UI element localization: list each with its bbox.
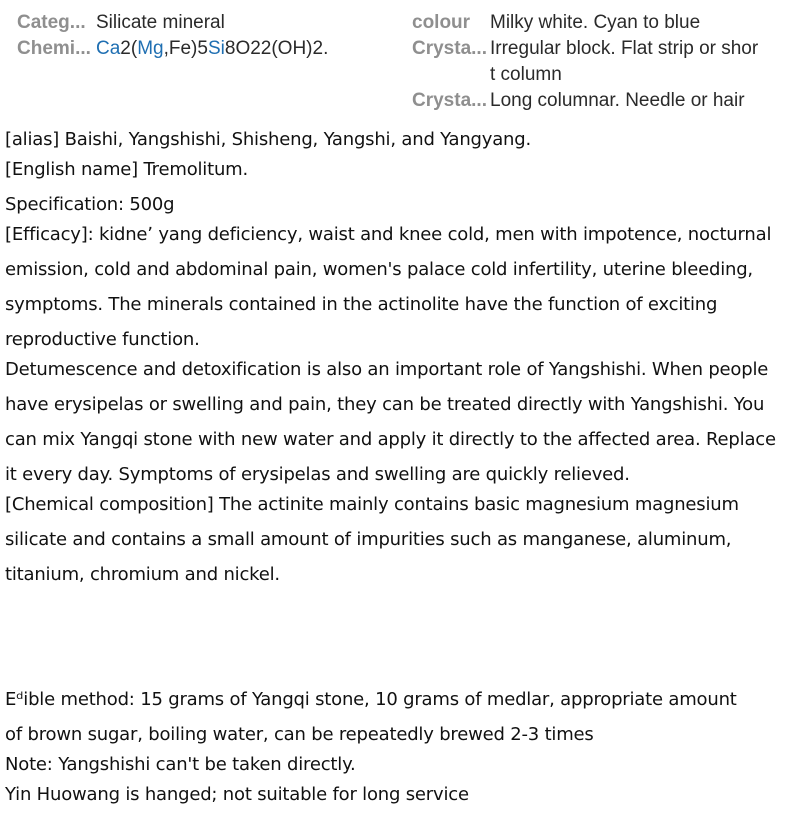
caution-line: Yin Huowang is hanged; not suitable for long service xyxy=(5,784,469,805)
chem-text: ,Fe)5 xyxy=(163,38,208,59)
efficacy-line: symptoms. The minerals contained in the actinolite have the function of exciting xyxy=(5,294,718,315)
efficacy-line: reproductive function. xyxy=(5,329,200,350)
english-name-line: [English name] Tremolitum. xyxy=(5,159,249,180)
spec-label-category: Categ... xyxy=(17,12,86,33)
spec-value-crystal-2: Long columnar. Needle or hair xyxy=(490,90,745,111)
detumescence-line: can mix Yangqi stone with new water and apply it directly to the affected area. Replace xyxy=(5,429,776,450)
composition-line: titanium, chromium and nickel. xyxy=(5,564,280,585)
alias-line: [alias] Baishi, Yangshishi, Shisheng, Yangshi, and Yangyang. xyxy=(5,129,532,150)
specification-line: Specification: 500g xyxy=(5,194,175,215)
spec-row-crystal-1 xyxy=(400,38,800,88)
detumescence-line: Detumescence and detoxification is also an important role of Yangshishi. When people xyxy=(5,359,769,380)
spec-row-category xyxy=(0,12,400,36)
spec-value-colour: Milky white. Cyan to blue xyxy=(490,12,701,33)
chem-link-ca[interactable]: Ca xyxy=(96,38,121,59)
spec-label-crystal-1: Crysta... xyxy=(412,38,487,59)
detumescence-line: it every day. Symptoms of erysipelas and swelling are quickly relieved. xyxy=(5,464,630,485)
efficacy-line: emission, cold and abdominal pain, women's palace cold infertility, uterine bleeding, xyxy=(5,259,753,280)
spec-label-colour: colour xyxy=(412,12,471,33)
spec-row-colour xyxy=(400,12,800,36)
spec-value-category: Silicate mineral xyxy=(96,12,225,33)
spec-value-crystal-1-line2: t column xyxy=(490,64,562,85)
spec-label-chemical: Chemi... xyxy=(17,38,91,59)
composition-line: silicate and contains a small amount of impurities such as manganese, aluminum, xyxy=(5,529,732,550)
spec-row-crystal-2 xyxy=(400,90,800,114)
spec-row-chemical xyxy=(0,38,400,62)
chem-link-si[interactable]: Si xyxy=(207,38,225,59)
spec-value-crystal-1-line1: Irregular block. Flat strip or shor xyxy=(490,38,759,59)
chem-text: 2( xyxy=(120,38,138,59)
composition-line: [Chemical composition] The actinite mainly contains basic magnesium magnesium xyxy=(5,494,739,515)
spec-label-crystal-2: Crysta... xyxy=(412,90,487,111)
specs-table xyxy=(0,0,800,120)
detumescence-line: have erysipelas or swelling and pain, they can be treated directly with Yangshishi. You xyxy=(5,394,765,415)
note-line: Note: Yangshishi can't be taken directly. xyxy=(5,754,356,775)
edible-method-line: Eᵈible method: 15 grams of Yangqi stone, 10 grams of medlar, appropriate amount xyxy=(5,689,737,710)
spec-value-chemical xyxy=(96,38,328,60)
chem-link-mg[interactable]: Mg xyxy=(137,38,164,59)
chem-text: 8O22(OH)2. xyxy=(224,38,329,59)
efficacy-line: [Efficacy]: kidneʼ yang deficiency, waist and knee cold, men with impotence, nocturnal xyxy=(5,224,772,245)
edible-method-line: of brown sugar, boiling water, can be repeatedly brewed 2-3 times xyxy=(5,724,594,745)
